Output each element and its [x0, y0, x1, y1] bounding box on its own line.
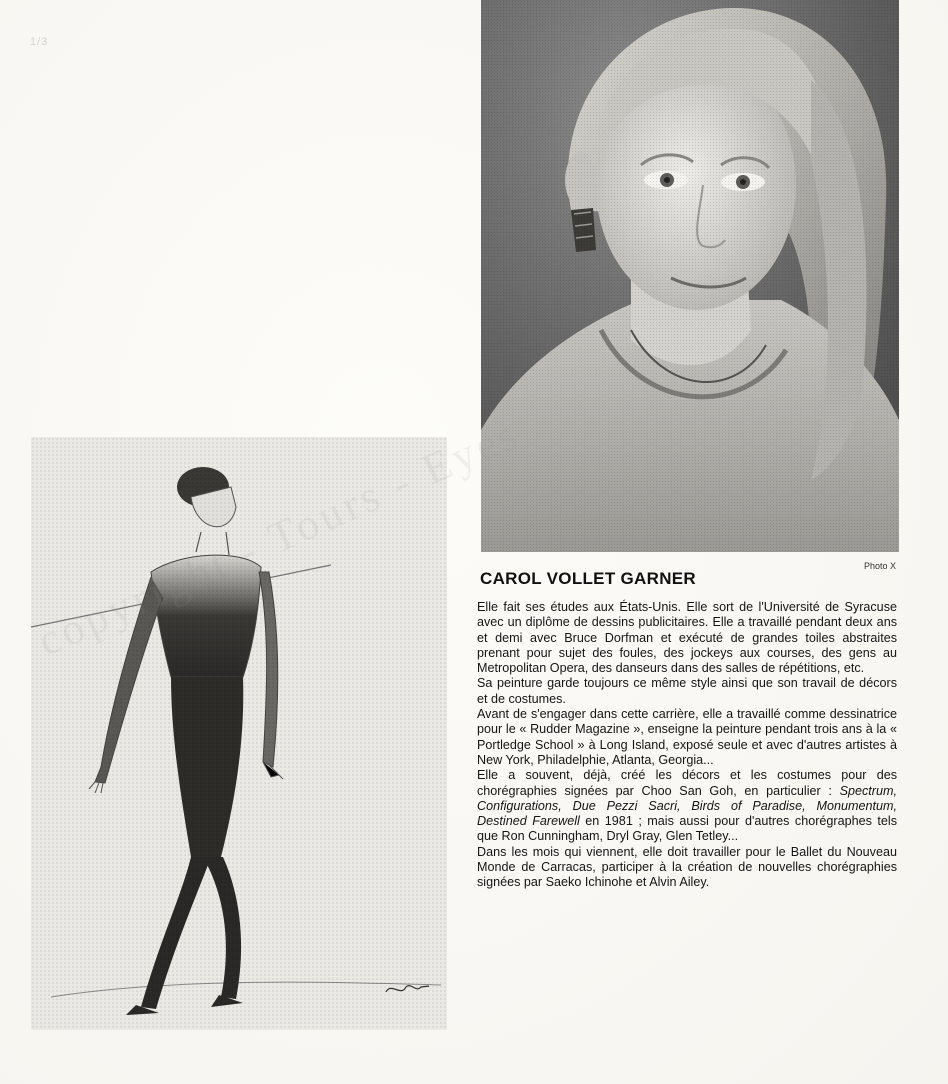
bio-paragraph-career: Avant de s'engager dans cette carrière, elle a travaillé comme dessinatrice pour le « Rudder Magazine », enseigne la peinture pendant trois ans à la « Portledge School » à Long Island, exposé seule et avec d'autres artistes à New York, Philadelphie, Atlanta, Georgia... [477, 707, 897, 767]
bio-choreographies-intro: Elle a souvent, déjà, créé les décors et les costumes pour des chorégraphies signées par Choo San Goh, en particulier : [477, 768, 897, 798]
bio-paragraph-studies: Elle fait ses études aux États-Unis. Elle sort de l'Université de Syracuse avec un diplôme de dessins publicitaires. Elle a travaillé pendant deux ans et demi avec Bruce Dorfman et exécuté de grandes toiles abstraites prenant pour sujet des foules, des jockeys aux courses, des gens au Metropolitan Opera, des danseurs dans des salles de répétitions, etc. [477, 600, 897, 676]
costume-sketch-illustration [31, 437, 447, 1030]
artist-biography [477, 600, 897, 891]
bio-paragraph-style: Sa peinture garde toujours ce même style ainsi que son travail de décors et de costumes. [477, 676, 897, 706]
page-corner-mark: 1/3 [30, 36, 49, 48]
copyright-watermark: Eyes [414, 408, 528, 495]
artist-portrait-photo [481, 0, 899, 552]
artist-name-heading: CAROL VOLLET GARNER [480, 569, 697, 588]
bio-paragraph-upcoming: Dans les mois qui viennent, elle doit travailler pour le Ballet du Nouveau Monde de Carracas, participer à la création de nouvelles chorégraphies signées par Saeko Ichinohe et Alvin Ailey. [477, 844, 897, 890]
photo-credit: Photo X [863, 561, 896, 571]
bio-paragraph-choreographies [477, 768, 897, 844]
bio-works-list: Spectrum, Configurations, Due Pezzi Sacri, Birds of Paradise, Monumentum, Destined Farewell [477, 783, 897, 829]
bio-choreographies-rest: en 1981 ; mais aussi pour d'autres chorégraphes tels que Ron Cunningham, Dryl Gray, Glen Tetley... [477, 814, 898, 844]
